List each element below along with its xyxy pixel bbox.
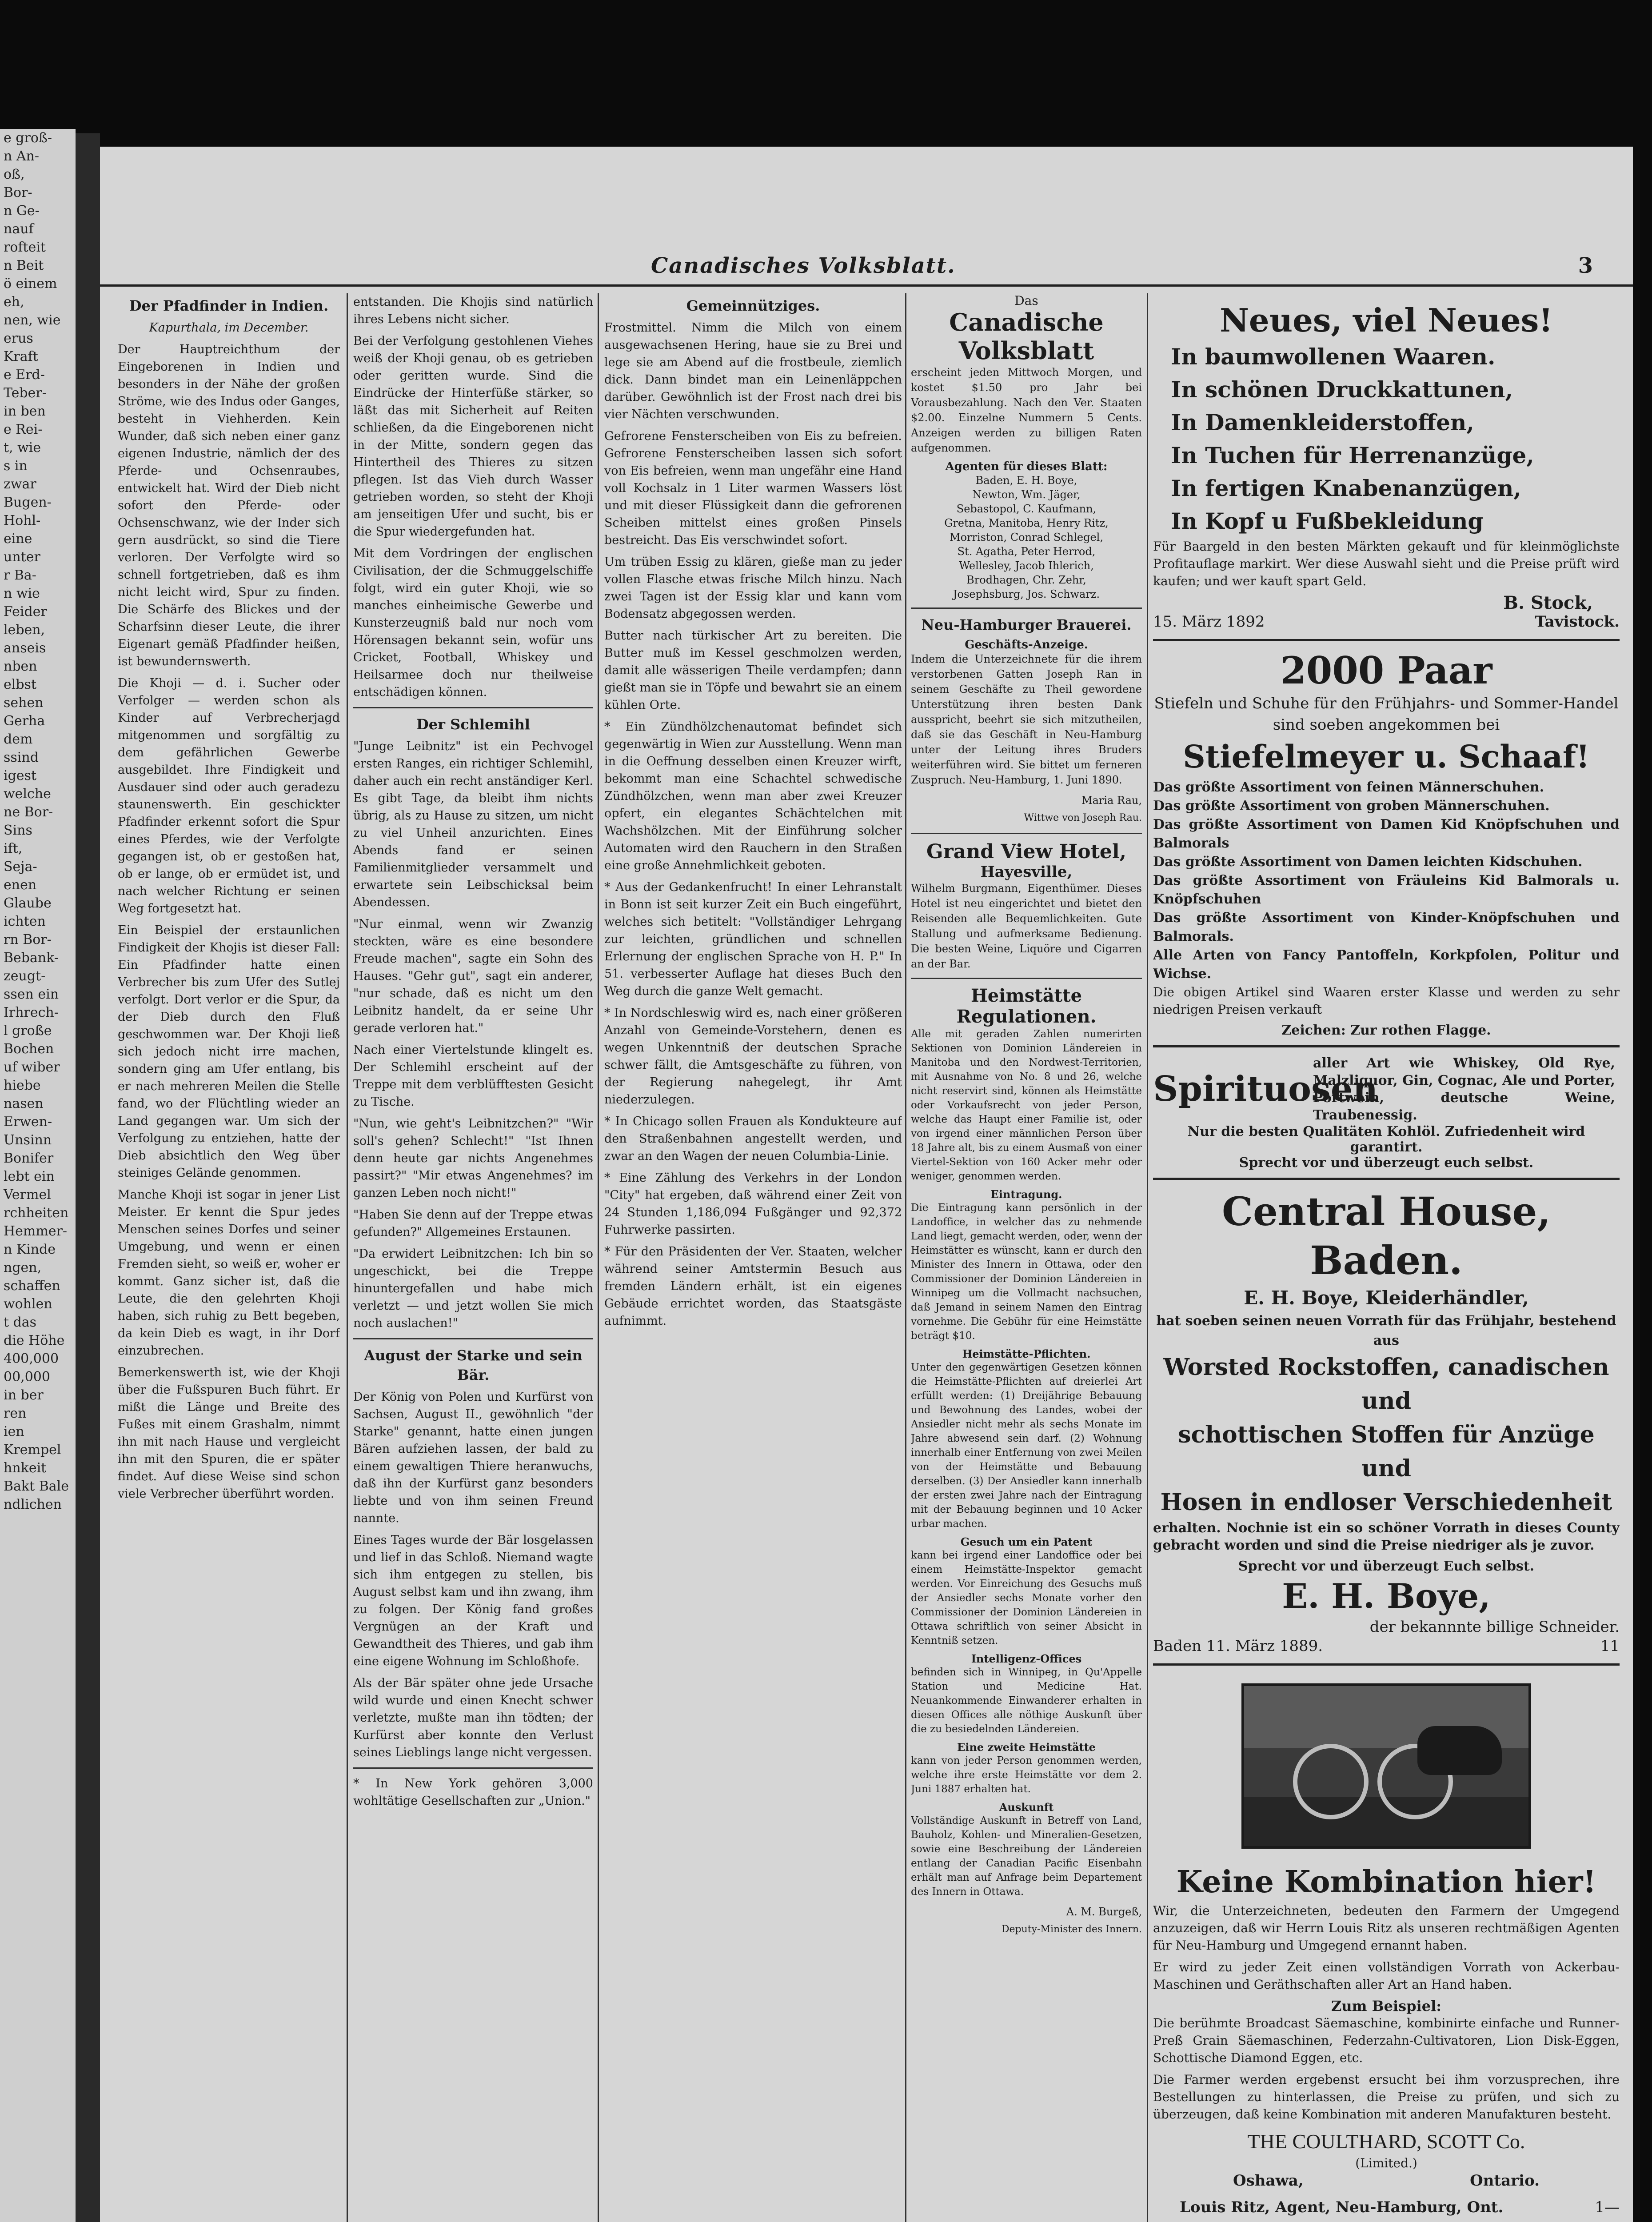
text-fragment: Unsinn (4, 1132, 52, 1148)
article-body (353, 1388, 593, 1761)
ad-headline: Central House, Baden. (1221, 1188, 1551, 1283)
ad-signature: B. Stock, (1503, 592, 1593, 613)
ad-code: 11 (1600, 1637, 1620, 1655)
divider (911, 978, 1142, 979)
paragraph: Der Hauptreichthum der Eingeborenen in Indien und besonders in der Nähe der großen Ströme, wie des Indus oder Ganges, besteht in Viehherden. Kein Wunder, daß sich neben einer ganz eigenen Industrie, nämlich der des Pferde- und Ochsenraubes, entwickelt hat. Wird der Dieb nicht sofort den Pferde- oder Ochsenschwanz, wie der Inder sich gern ausdrückt, so sind die Tiere verloren. Der Verfolgte wird so schnell fortgetrieben, daß es ihm nicht leicht wird, Spur zu finden. Die Schärfe des Blickes und der Scharfsinn dieser Leute, die ihrer Eigenart gemäß Pfadfinder heißen, ist bewundernswerth. (118, 343, 340, 668)
text-fragment: rn Bor- (4, 932, 52, 947)
text-fragment: l große (4, 1023, 52, 1039)
text-fragment: Irhrech- (4, 1005, 59, 1020)
article-body (353, 293, 593, 701)
paragraph: Butter nach türkischer Art zu bereiten. Die Butter muß im Kessel geschmolzen werden, damit alle wässerigen Theile verdampfen; dann gießt man sie in Töpfe und bewahrt sie an einem kühlen Orte. (604, 629, 902, 712)
ad-line: In Kopf u Fußbekleidung (1171, 508, 1484, 534)
column-4 (911, 293, 1142, 1942)
ad-sign-sub: der bekannnte billige Schneider. (1369, 1618, 1620, 1636)
article-body (353, 738, 593, 1332)
text-fragment: erus (4, 331, 33, 346)
ad-line: In schönen Druckkattunen, (1171, 376, 1513, 403)
paragraph: Gefrorene Fensterscheiben von Eis zu befreien. Gefrorene Fensterscheiben lassen sich sofort von Eis befreien, wenn man ungefähr eine Hand voll Kochsalz in 1 Liter warmen Wassers löst und mit dieser Flüssigkeit dann die gefrorenen Scheiben mittelst eines großen Pinsels bestreicht. Das Eis verschwindet sofort. (604, 429, 902, 547)
column-rule (905, 293, 906, 2222)
adjacent-page-strip (0, 129, 76, 2222)
text-fragment: ne Bor- (4, 804, 53, 820)
ad-text: erhalten. Nochnie ist ein so schöner Vorrath in dieses County gebracht worden und sind die Preise niedriger als je zuvor. (1153, 1520, 1620, 1553)
paragraph: * Aus der Gedankenfrucht! In einer Lehranstalt in Bonn ist seit kurzer Zeit ein Buch eingeführt, welches sich betitelt: "Vollständiger Lehrgang zur leichten, gründlichen und schnellen Erlernung der englischen Sprache von H. P." In 51. verbesserter Auflage hat dieses Buch den Weg durch die ganze Welt gemacht. (604, 880, 902, 998)
ad-text: Die berühmte Broadcast Säemaschine, kombinirte einfache und Runner-Preß Grain Säemaschinen, Federzahn-Cultivatoren, Lion Disk-Eggen, Schottische Diamond Eggen, etc. (1153, 2016, 1620, 2065)
ad-body: Für Baargeld in den besten Märkten gekauft und für kleinmöglichste Profitauflage markirt. Wer diese Auswahl sieht und die Preise prüft wird kaufen; und wer kauft spart Geld. (1153, 539, 1620, 588)
agent-entry: Baden, E. H. Boye, (975, 474, 1077, 487)
ad-central-house (1153, 1180, 1620, 1666)
intel-text: befinden sich in Winnipeg, in Qu'Appelle Station und Medicine Hat. Neuankommende Einwanderer erhalten in diesen Offices alle nöthige Auskunft über die zu besiedelnden Ländereien. (911, 1666, 1142, 1735)
hotel-name: Grand View Hotel, (926, 840, 1126, 863)
agent-entry: Gretna, Manitoba, Henry Ritz, (944, 517, 1109, 529)
text-fragment: ssen ein (4, 987, 59, 1002)
text-fragment: r Ba- (4, 567, 36, 583)
agent-entry: Morriston, Conrad Schlegel, (950, 531, 1103, 544)
paragraph: Bemerkenswerth ist, wie der Khoji über die Fußspuren Buch führt. Er mißt die Länge und Breite des Fußes mit einem Grashalm, nimmt ihn mit nach Hause und vergleicht ihn mit den Spuren, die er später findet. Auf diese Weise sind schon viele Verbrecher überführt worden. (118, 1366, 340, 1501)
text-fragment: Hohl- (4, 513, 41, 528)
sub-heading: Eine zweite Heimstätte (957, 1741, 1096, 1754)
column-5-ads (1153, 293, 1620, 2218)
text-fragment: sehen (4, 695, 44, 711)
ad-spirituosen (1153, 1047, 1620, 1180)
text-fragment: Bebank- (4, 950, 59, 966)
text-fragment: n An- (4, 148, 39, 164)
ad-item: Das größte Assortiment von feinen Männerschuhen. (1153, 779, 1544, 795)
ad-invite: Sprecht vor und überzeugt Euch selbst. (1238, 1559, 1535, 1574)
ad-stock (1153, 293, 1620, 641)
paragraph: Mit dem Vordringen der englischen Civilisation, der die Schmuggelschiffe folgt, wird ein guter Khoji, wie so manches einheimische Gewerbe und Kunsterzeugniß bald nur noch vom Hörensagen bekannt sein, wofür uns Cricket, Football, Whiskey und Heilsarmee doch nur theilweise entschädigen können. (353, 547, 593, 699)
text-fragment: n Kinde (4, 1242, 56, 1257)
text-fragment: ssind (4, 750, 39, 765)
ad-lines (1153, 340, 1620, 538)
agents-list (911, 473, 1142, 601)
masthead-top: Das (1014, 293, 1038, 308)
ad-item: Das größte Assortiment von Fräuleins Kid Balmorals u. Knöpfschuhen (1153, 873, 1620, 907)
ad-subheading: Zum Beispiel: (1331, 1998, 1442, 2014)
paragraph: * Ein Zündhölzchenautomat befindet sich gegenwärtig in Wien zur Ausstellung. Wenn man in die Oeffnung desselben einen Kreuzer wirft, bekommt man eine Schachtel schwedische Zündhölzchen, wenn man aber zwei Kreuzer opfert, ein elegantes Schächtelchen mit Wachshölzchen. Mit der Einführung solcher Automaten wird den Rauchern in den Straßen eine große Annehmlichkeit geboten. (604, 720, 902, 872)
paragraph: * In Chicago sollen Frauen als Kondukteure auf den Straßenbahnen angestellt werden, und zwar an den Wagen der neuen Columbia-Linie. (604, 1115, 902, 1163)
company-province: Ontario. (1470, 2172, 1540, 2190)
column-rule (598, 293, 599, 2222)
ad-footer (1153, 1636, 1620, 1656)
text-fragment: in ber (4, 1387, 44, 1403)
ad-signature: E. H. Boye, (1282, 1576, 1491, 1616)
text-fragment: anseis (4, 640, 46, 656)
paragraph: Frostmittel. Nimm die Milch von einem ausgewachsenen Hering, haue sie zu Brei und lege sie am Abend auf die frostbeule, ziemlich dick. Dann bindet man ein Leinenläppchen darüber. Gewöhnlich ist der Frost nach drei bis vier Nächten verschwunden. (604, 321, 902, 421)
text-fragment: Kraft (4, 349, 38, 364)
ad-sign: Zeichen: Zur rothen Flagge. (1281, 1023, 1491, 1038)
ad-coulthard (1153, 1666, 1620, 2218)
sub-heading: Gesuch um ein Patent (960, 1535, 1093, 1548)
agent-entry: Brodhagen, Chr. Zehr, (966, 574, 1086, 586)
sub-heading: Eintragung. (990, 1188, 1062, 1201)
text-fragment: Bakt Bale (4, 1479, 69, 1494)
agent-entry: Josephsburg, Jos. Schwarz. (953, 588, 1100, 600)
text-fragment: ren (4, 1406, 27, 1421)
paragraph: entstanden. Die Khojis sind natürlich ihres Lebens nicht sicher. (353, 295, 593, 326)
ad-intro: hat soeben seinen neuen Vorrath für das Frühjahr, bestehend aus (1156, 1313, 1616, 1348)
paragraph: Der König von Polen und Kurfürst von Sachsen, August II., gewöhnlich "der Starke" genannt, hatte einen jungen Bären aufziehen lassen, der bald zu einem gewaltigen Thiere heranwuchs, daß ihn der Kurfürst ganz besonders liebte und von ihm seinen Freund nannte. (353, 1390, 593, 1525)
paragraph: Manche Khoji ist sogar in jener List Meister. Er kennt die Spur jedes Menschen seines Dorfes und seiner Umgebung, und wenn er einen Fremden sieht, so weiß er, woher er kommt. Ganz sicher ist, daß die Leute, die den gelehrten Khoji haben, sich ruhig zu Bett begeben, da kein Dieb es wagt, in ihr Dorf einzubrechen. (118, 1188, 340, 1358)
ad-line: In Damenkleiderstoffen, (1171, 409, 1474, 436)
newspaper-page (100, 147, 1633, 2222)
text-fragment: nen, wie (4, 312, 61, 328)
text-fragment: elbst (4, 677, 37, 692)
text-fragment: e groß- (4, 130, 52, 146)
text-fragment: Glaube (4, 895, 52, 911)
text-fragment: n wie (4, 586, 40, 601)
ad-item: Das größte Assortiment von Damen leichten Kidschuhen. (1153, 854, 1583, 870)
text-fragment: e Erd- (4, 367, 45, 383)
signature: Maria Rau, (1081, 794, 1142, 807)
newspaper-title: Canadisches Volksblatt. (651, 253, 956, 278)
text-fragment: Hemmer- (4, 1223, 68, 1239)
ad-items (1153, 778, 1620, 983)
sub-heading: Auskunft (999, 1801, 1054, 1814)
paragraph: Die Khoji — d. i. Sucher oder Verfolger — werden schon als Kinder auf Verbrecherjagd mitgenommen und sorgfältig zu dem gefährlichen Gewerbe ausgebildet. Ihre Findigkeit und Ausdauer sind oder auch geradezu staunenswerth. Ein geschickter Pfadfinder erkennt sofort die Spur eines Pferdes, wie der Verfolgte gegangen ist, ob er gestoßen hat, ob er lange, ob er ermüdet ist, und nach welcher Richtung er seinen Weg fortgesetzt hat. (118, 676, 340, 915)
agent-entry: Newton, Wm. Jäger, (972, 488, 1081, 501)
text-fragment: t das (4, 1315, 37, 1330)
ad-line: In baumwollenen Waaren. (1171, 344, 1496, 370)
ad-product: Hosen in endloser Verschiedenheit (1160, 1489, 1612, 1516)
paragraph: * In Nordschleswig wird es, nach einer größeren Anzahl von Gemeinde-Vorstehern, denen es wegen Unkenntniß der deutschen Sprache schwer fällt, die Amtsgeschäfte zu führen, von der Regierung nahegelegt, ihr Amt niederzulegen. (604, 1006, 902, 1107)
masthead-name: Canadische Volksblatt (949, 308, 1104, 365)
ad-item: Das größte Assortiment von groben Männerschuhen. (1153, 798, 1550, 814)
text-fragment: die Höhe (4, 1333, 65, 1348)
paragraph: "Da erwidert Leibnitzchen: Ich bin so ungeschickt, bei die Treppe hinuntergefallen und habe mich verletzt — und jetzt wollen Sie mich noch auslachen!" (353, 1247, 593, 1330)
ad-code: 1— (1595, 2198, 1620, 2216)
sub-heading: Intelligenz-Offices (971, 1652, 1082, 1665)
ad-firm: Stiefelmeyer u. Schaaf! (1183, 738, 1590, 775)
company-location (1153, 2170, 1620, 2191)
text-fragment: oß, (4, 167, 25, 182)
agent-line: Louis Ritz, Agent, Neu-Hamburg, Ont. (1180, 2198, 1504, 2216)
hotel-town: Hayesville, (980, 863, 1073, 881)
text-fragment: zeugt- (4, 968, 46, 984)
text-fragment: wohlen (4, 1296, 52, 1312)
ad-item: Alle Arten von Fancy Pantoffeln, Korkpfolen, Politur und Wichse. (1153, 947, 1620, 982)
dateline: Kapurthala, im December. (149, 321, 309, 335)
text-fragment: ndlichen (4, 1497, 62, 1512)
ad-stiefelmeyer (1153, 641, 1620, 1047)
agent-entry: Sebastopol, C. Kaufmann, (956, 503, 1097, 515)
text-fragment: ien (4, 1424, 24, 1439)
text-fragment: Vermel (4, 1187, 51, 1203)
info-text: Vollständige Auskunft in Betreff von Land, Bauholz, Kohlen- und Mineralien-Gesetzen, sowie eine Beschreibung der Ländereien entlang der Canadian Pacific Eisenbahn erhält man auf Anfrage beim Departement des Innern in Ottawa. (911, 1815, 1142, 1898)
text-fragment: eine (4, 531, 32, 547)
text-fragment: Krempel (4, 1442, 61, 1458)
column-3 (604, 293, 902, 1334)
text-fragment: leben, (4, 622, 45, 638)
paragraph: * Eine Zählung des Verkehrs in der London "City" hat ergeben, daß während einer Zeit von 24 Stunden 1,186,094 Fußgänger und 92,372 Fuhrwerke passirten. (604, 1171, 902, 1237)
ad-name-line: E. H. Boye, Kleiderhändler, (1244, 1287, 1529, 1309)
paragraph: "Nur einmal, wenn wir Zwanzig steckten, wäre es eine besondere Freude machen", sagte ein Sohn des Hauses. "Gehr gut", sagt ein anderer, "nur schade, daß es nicht um den Leibnitz handelt, da er seine Uhr gerade verloren hat." (353, 917, 593, 1035)
ad-text: Die Farmer werden ergebenst ersucht bei ihm vorzusprechen, ihre Bestellungen zu hinterlassen, die Preise zu prüfen, und sich zu überzeugen, daß keine Kombination mit anderen Manufakturen besteht. (1153, 2072, 1620, 2122)
subscription-info: erscheint jeden Mittwoch Morgen, und kostet $1.50 pro Jahr bei Vorausbezahlung. Nach den Ver. Staaten $2.00. Einzelne Nummern 5 Cents. Anzeigen werden zu billigen Raten aufgenommen. (911, 366, 1142, 454)
article-heading: August der Starke und sein Bär. (364, 1347, 583, 1383)
text-fragment: uf wiber (4, 1059, 60, 1075)
paragraph: "Junge Leibnitz" ist ein Pechvogel ersten Ranges, ein richtiger Schlemihl, daher auch ein recht anständiger Kerl. Es gibt Tage, da bleibt ihm nichts übrig, als zu Hause zu sitzen, um nicht zu viel Unheil anzurichten. Eines Abends fand er seinen Familienmitglieder versammelt und erwartete sein Leibschicksal beim Abendessen. (353, 739, 593, 909)
column-rule (1147, 293, 1148, 2222)
text-fragment: rchheiten (4, 1205, 69, 1221)
text-fragment: e Rei- (4, 422, 43, 437)
text-fragment: t, wie (4, 440, 41, 456)
divider (911, 833, 1142, 834)
text-fragment: n Beit (4, 258, 44, 273)
entry-text: Die Eintragung kann persönlich in der Landoffice, in welcher das zu nehmende Land liegt, gemacht werden, oder, wenn der Heimstätter es wünscht, kann er durch den Minister des Innern in Ottawa, oder den Commissioner der Dominion Ländereien in Winnipeg um die Vollmacht nachsuchen, daß Jemand in seinem Namen den Eintrag vornehme. Die Gebühr für eine Heimstätte beträgt $10. (911, 1202, 1142, 1342)
ad-headline: Neues, viel Neues! (1220, 301, 1553, 339)
second-text: kann von jeder Person genommen werden, welche ihre erste Heimstätte vor dem 2. Juni 1887 erhalten hat. (911, 1755, 1142, 1795)
text-fragment: welche (4, 786, 51, 802)
ad-products (1153, 1351, 1620, 1519)
article-body (604, 319, 902, 1330)
paragraph: "Haben Sie denn auf der Treppe etwas gefunden?" Allgemeines Erstaunen. (353, 1208, 593, 1239)
signature-sub: Wittwe von Joseph Rau. (1024, 812, 1142, 823)
column-rule (347, 293, 348, 2222)
text-fragment: 400,000 (4, 1351, 59, 1367)
text-fragment: hnkeit (4, 1460, 47, 1476)
text-fragment: nauf (4, 221, 34, 237)
paragraph: "Nun, wie geht's Leibnitzchen?" "Wir soll's gehen? Schlecht!" "Ist Ihnen denn heute gar nichts Angenehmes passirt?" "Mir etwas Angenehmes? im ganzen Leben noch nicht!" (353, 1117, 593, 1200)
company-name: THE COULTHARD, SCOTT Co. (1247, 2130, 1525, 2153)
text-fragment: enen (4, 877, 37, 893)
sub-heading: Heimstätte-Pflichten. (962, 1347, 1091, 1360)
text-fragment: dem (4, 731, 33, 747)
duties-text: Unter den gegenwärtigen Gesetzen können die Heimstätte-Pflichten auf dreierlei Art erfüllt werden: (1) Dreijährige Bebauung und Bewohnung des Landes, wobei der Ansiedler nicht mehr als sechs Monate im Jahre abwesend sein darf. (2) Wohnung innerhalb einer Entfernung von zwei Meilen von der Heimstätte und Bebauung derselben. (3) Der Ansiedler kann innerhalb der ersten zwei Jahre nach der Eintragung mit der Bebauung beginnen und 10 Acker urbar machen. (911, 1362, 1142, 1530)
ad-text: Wir, die Unterzeichneten, bedeuten den Farmern der Umgegend anzuzeigen, daß wir Herrn Louis Ritz als unseren rechtmäßigen Agenten für Neu-Hamburg und Umgegend ernannt haben. (1153, 1903, 1620, 1953)
text-fragment: Seja- (4, 859, 37, 875)
ad-headline: Keine Kombination hier! (1176, 1864, 1596, 1900)
company-city: Oshawa, (1233, 2172, 1304, 2190)
ad-place: Tavistock. (1535, 613, 1620, 631)
paragraph: Um trüben Essig zu klären, gieße man zu jeder vollen Flasche etwas frische Milch hinzu. Nach zwei Tagen ist der Essig klar und kann vom Bodensatz abgegossen werden. (604, 555, 902, 621)
page-header (100, 253, 1633, 287)
ad-date: Baden 11. März 1889. (1153, 1637, 1323, 1655)
ad-date: 15. März 1892 (1153, 613, 1265, 631)
paragraph: Als der Bär später ohne jede Ursache wild wurde und einen Knecht schwer verletzte, mußte man ihn tödten; der Kurfürst aber konnte den Verlust seines Lieblings lange nicht vergessen. (353, 1676, 593, 1759)
column-1 (118, 293, 340, 1507)
text-fragment: Bor- (4, 185, 32, 200)
article-heading: Der Pfadfinder in Indien. (129, 297, 329, 314)
text-fragment: Bochen (4, 1041, 54, 1057)
company-limited: (Limited.) (1355, 2156, 1417, 2170)
text-fragment: nasen (4, 1096, 44, 1111)
article-heading: Gemeinnütziges. (686, 297, 820, 314)
text-fragment: Gerha (4, 713, 45, 729)
ad-line: Nur die besten Qualitäten Kohlöl. Zufriedenheit wird garantirt. (1187, 1124, 1585, 1155)
text-fragment: 00,000 (4, 1369, 50, 1385)
divider (353, 1338, 593, 1339)
ad-item: Das größte Assortiment von Damen Kid Knöpfschuhen und Balmorals (1153, 817, 1620, 851)
article-body (118, 341, 340, 1503)
ad-word: Spirituosen (1153, 1069, 1378, 1109)
ad-line: Sprecht vor und überzeugt euch selbst. (1239, 1155, 1534, 1171)
text-fragment: Erwen- (4, 1114, 52, 1130)
text-fragment: Teber- (4, 385, 47, 401)
ad-footer (1153, 2197, 1620, 2218)
signature: A. M. Burgeß, (1066, 1906, 1142, 1918)
text-fragment: zwar (4, 476, 36, 492)
paragraph: * Für den Präsidenten der Ver. Staaten, welcher während seiner Amtstermin Besuch aus fremden Ländern erhält, ist ein eigenes Gebäude errichtet worden, das Staatsgäste aufnimmt. (604, 1245, 902, 1328)
text-fragment: in ben (4, 404, 46, 419)
ad-text: Er wird zu jeder Zeit einen vollständigen Vorrath von Ackerbau-Maschinen und Geräthschaften aller Art an Hand haben. (1153, 1960, 1620, 1992)
text-fragment: eh, (4, 294, 24, 310)
text-fragment: ift, (4, 841, 23, 856)
text-fragment: ö einem (4, 276, 57, 292)
footnote: * In New York gehören 3,000 wohltätige Gesellschaften zur „Union." (353, 1777, 593, 1808)
text-fragment: ichten (4, 914, 46, 929)
signature-sub: Deputy-Minister des Innern. (1001, 1924, 1142, 1935)
notice-text: Indem die Unterzeichnete für die ihrem verstorbenen Gatten Joseph Ran in seinem Geschäfte zu Theil gewordene Unterstützung ihren besten Dank ausspricht, beehrt sie sich mitzutheilen, daß sie das Geschäft in Neu-Hamburg unter der Leitung ihres Bruders weiterführen wird. Sie bittet um ferneren Zuspruch. Neu-Hamburg, 1. Juni 1890. (911, 653, 1142, 786)
ad-note: Die obigen Artikel sind Waaren erster Klasse und werden zu sehr niedrigen Preisen verkauft (1153, 985, 1620, 1017)
ad-headline: 2000 Paar (1280, 648, 1492, 692)
paragraph: Eines Tages wurde der Bär losgelassen und lief in das Schloß. Niemand wagte sich ihm entgegen zu stellen, bis August selbst kam und ihn zwang, ihm zu folgen. Der König fand großes Vergnügen an der Kraft und Gewandtheit des Thieres, und gab ihm eine eigene Wohnung im Schloßhofe. (353, 1533, 593, 1668)
text-fragment: Feider (4, 604, 47, 619)
ad-line: In fertigen Knabenanzügen, (1171, 475, 1521, 501)
article-heading: Der Schlemihl (416, 716, 530, 733)
text-fragment: s in (4, 458, 28, 474)
ad-product: schottischen Stoffen für Anzüge und (1178, 1421, 1595, 1482)
text-fragment: ngen, (4, 1260, 42, 1275)
text-fragment: igest (4, 768, 37, 783)
agent-entry: Wellesley, Jacob Ihlerich, (959, 559, 1094, 572)
divider (353, 707, 593, 708)
article-heading: Heimstätte Regulationen. (956, 985, 1097, 1027)
binding-gutter (76, 133, 100, 2222)
ad-line: In Tuchen für Herrenanzüge, (1171, 442, 1534, 468)
homestead-text: Alle mit geraden Zahlen numerirten Sektionen von Dominion Ländereien in Manitoba und den Nordwest-Territorien, mit Ausnahme von No. 8 und 26, welche nicht reservirt sind, können als Heimstätte oder Vorkaufsrecht von jeder Person, welche das Haupt einer Familie ist, oder von irgend einer männlichen Person über 18 Jahre alt, bis zu einem Ausmaß von einer Viertel-Sektion von 160 Acker mehr oder weniger, genommen werden. (911, 1028, 1142, 1182)
ad-product: Worsted Rockstoffen, canadischen und (1163, 1354, 1609, 1415)
article-heading: Neu-Hamburger Brauerei. (921, 616, 1132, 633)
ad-text: aller Art wie Whiskey, Old Rye, Malzliquor, Gin, Cognac, Ale und Porter, Portwein, deutsche Weine, Traubenessig. (1313, 1055, 1615, 1123)
divider (353, 1767, 593, 1769)
text-fragment: rofteit (4, 240, 46, 255)
text-fragment: nben (4, 659, 37, 674)
paragraph: Nach einer Viertelstunde klingelt es. Der Schlemihl erscheint auf der Treppe mit dem verblüfftesten Gesicht zu Tische. (353, 1043, 593, 1109)
ad-intro: Stiefeln und Schuhe für den Frühjahrs- und Sommer-Handel sind soeben angekommen bei (1154, 695, 1619, 734)
text-fragment: hiebe (4, 1078, 41, 1093)
column-2 (353, 293, 593, 1814)
sub-heading: Geschäfts-Anzeige. (965, 638, 1088, 651)
divider (911, 607, 1142, 609)
ad-item: Das größte Assortiment von Kinder-Knöpfschuhen und Balmorals. (1153, 910, 1620, 944)
farm-engraving (1241, 1683, 1531, 1849)
text-fragment: Bugen- (4, 495, 52, 510)
text-fragment: unter (4, 549, 40, 565)
paragraph: Ein Beispiel der erstaunlichen Findigkeit der Khojis ist dieser Fall: Ein Pfadfinder hatte einen Verbrecher bis zum Ufer des Sutlej verfolgt. Dort verlor er die Spur, da der Dieb durch den Fluß geschwommen war. Der Khoji ließ sich jedoch nicht irre machen, sondern ging am Ufer entlang, bis er nach mehreren Meilen die Stelle fand, wo der Flüchtling wieder an Land gegangen war. Um sich der Verfolgung zu entziehen, hatte der Dieb absichtlich den Weg über steiniges Gelände genommen. (118, 923, 340, 1180)
paragraph: Bei der Verfolgung gestohlenen Viehes weiß der Khoji genau, ob es getrieben oder geritten wurde. Sind die Eindrücke der Hinterfüße stärker, so läßt das mit Sicherheit auf Reiten schließen, da die Eingeborenen nicht in der Mitte, sondern gegen das Hintertheil des Thieres zu sitzen pflegen. Ist das Vieh durch Wasser getrieben worden, so steht der Khoji am jenseitigen Ufer und sucht, bis er die Spur wiedergefunden hat. (353, 334, 593, 539)
hotel-text: Wilhelm Burgmann, Eigenthümer. Dieses Hotel ist neu eingerichtet und bietet den Reisenden alle Bequemlichkeiten. Gute Stallung und aufmerksame Bedienung. Die besten Weine, Liquöre und Cigarren an der Bar. (911, 882, 1142, 970)
patent-text: kann bei irgend einer Landoffice oder bei einem Heimstätte-Inspektor gemacht werden. Vor Einreichung des Gesuchs muß der Ansiedler sechs Monate vorher den Commissioner der Dominion Ländereien in Ottawa schriftlich von seiner Absicht in Kenntniß setzen. (911, 1550, 1142, 1647)
text-fragment: Bonifer (4, 1151, 54, 1166)
text-fragment: Sins (4, 823, 32, 838)
ad-footer (1153, 611, 1620, 632)
text-fragment: schaffen (4, 1278, 60, 1294)
agent-entry: St. Agatha, Peter Herrod, (957, 545, 1096, 558)
agents-heading: Agenten für dieses Blatt: (945, 460, 1108, 473)
page-number: 3 (1578, 253, 1593, 278)
text-fragment: n Ge- (4, 203, 40, 219)
text-fragment: lebt ein (4, 1169, 55, 1184)
